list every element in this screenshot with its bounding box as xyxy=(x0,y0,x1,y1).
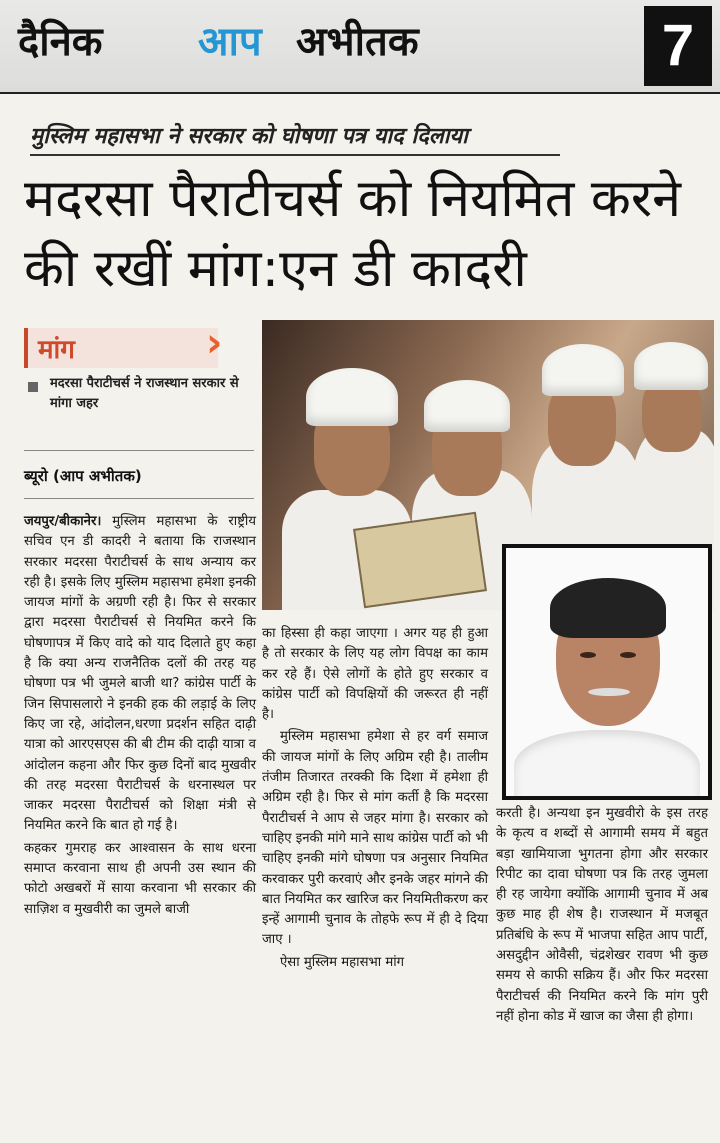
article-column-1 xyxy=(24,512,256,922)
dateline: जयपुर/बीकानेर। xyxy=(24,514,102,529)
chevron-right-icon: › xyxy=(206,320,223,366)
square-bullet-icon xyxy=(28,382,38,392)
paragraph: का हिस्सा ही कहा जाएगा । अगर यह ही हुआ है तो सरकार के लिए यह लोग विपक्ष का काम कर रहे हैं। ऐसे लोगों के होते हुए सरकार व कांग्रेस पार्टी को विपक्षियों की जरूरत ही नहीं है। xyxy=(262,626,488,723)
byline: ब्यूरो (आप अभीतक) xyxy=(24,467,142,485)
demand-label: मांग xyxy=(38,335,75,365)
brand-dainik: दैनिक xyxy=(18,19,103,65)
demand-text: मदरसा पैराटीचर्स ने राजस्थान सरकार से मांगा जहर xyxy=(50,376,239,411)
article-column-2 xyxy=(262,624,488,975)
masthead xyxy=(0,0,720,94)
paragraph-text: मुस्लिम महासभा के राष्ट्रीय सचिव एन डी कादरी ने बताया कि राजस्थान सरकार मदरसा पैराटीचर्स के साथ अन्याय कर रही है। इसके लिए मुस्लिम महासभा हमेशा इनकी जायज मांगों के अग्रणी रही है। फिर से सरकार द्वारा मदरसा पैराटीचर्स से नियमित करने कि घोषणापत्र में किए वादे को याद दिलाते हुए कहा है कि क्या अन्य राजनैतिक दलों की तरह यह घोषणा पत्र भी जुमले बाजी था? कांग्रेस पार्टी के जिन सिपासलारो ने इनकी हक की लड़ाई के लिए किए जा रहे, आंदोलन,धरणा प्रदर्शन सहित दाढ़ी यात्रा को आरएसएस की बी टीम की दाढ़ी यात्रा व आंदोलन कहना और फिर कुछ दिनों बाद मुखवीर की तरह मदरसा पैराटीचर्स के धरनास्थल पर जाकर मदरसा पैराटीचर्स को शिक्षा मंत्री से नियमित करने कि बात हो गई है। xyxy=(24,514,256,834)
paragraph: मुस्लिम महासभा हमेशा से हर वर्ग समाज की जायज मांगों के लिए अग्रिम रही है। तालीम तंजीम तिजारत तरक्की कि दिशा में हमेशा ही अग्रिम रही है। फिर से मांग कर्ती है कि मदरसा पैराटीचर्स ने आप से जहर मांगा है। सरकार को चाहिए इनकी मांगे माने साथ कांग्रेस पार्टी को भी चाहिए इनकी मांगे घोषणा पत्र अनुसार नियमित करवाकर पुरी करवाएं और इनके जहर मांगने की बात नियमित कर खारिज कर नियमितीकरण कर इन्हें आगामी चुनाव के तोहफे रूप में ही दे दिया जाए । xyxy=(262,729,488,948)
kicker-headline: मुस्लिम महासभा ने सरकार को घोषणा पत्र याद दिलाया xyxy=(30,120,560,156)
paragraph: ऐसा मुस्लिम महासभा मांग xyxy=(280,954,405,970)
divider xyxy=(24,498,254,499)
article-column-3 xyxy=(496,804,708,1029)
divider xyxy=(24,450,254,451)
nd-kadri-portrait xyxy=(502,544,712,800)
headline-line-2: की रखीं मांग:एन डी कादरी xyxy=(24,239,527,299)
paragraph: करती है। अन्यथा इन मुखवीरो के इस तरह के कृत्य व शब्दों से आगामी समय में बहुत बड़ा खामियाजा भुगतना होगा और सरकार रिपीट का दावा घोषणा पत्र कि तरह जुमला ही रह जायेगा क्योंकि आगामी चुनाव में अब कुछ माह ही शेष है। राजस्थान में मजबूत प्रतिबंधि के रूप में भाजपा सहित आप पार्टी, असदुद्दीन ओवैसी, चंद्रशेखर रावण भी कुछ समय से काफी सक्रिय हैं। और फिर मदरसा पैराटीचर्स की नियमित करने कि मांग पुरी नहीं होना कोड में खाज का जैसा ही होगा। xyxy=(496,806,708,1024)
page-number: 7 xyxy=(644,6,712,86)
paragraph: कहकर गुमराह कर आश्वासन के साथ धरना समाप्त करवाना साथ ही अपनी उस स्थान की फोटो अखबरों में साया करवाना भी सरकार की साज़िश व मुखवीरी का जुमले बाजी xyxy=(24,840,256,917)
demand-tag xyxy=(24,328,218,368)
headline-line-1: मदरसा पैराटीचर्स को नियमित करने xyxy=(24,169,681,229)
brand-aap: आप xyxy=(198,19,262,65)
demand-sidebar xyxy=(24,320,254,440)
main-headline xyxy=(24,164,714,304)
paragraph xyxy=(24,512,256,837)
brand-abhitak: अभीतक xyxy=(296,19,419,65)
